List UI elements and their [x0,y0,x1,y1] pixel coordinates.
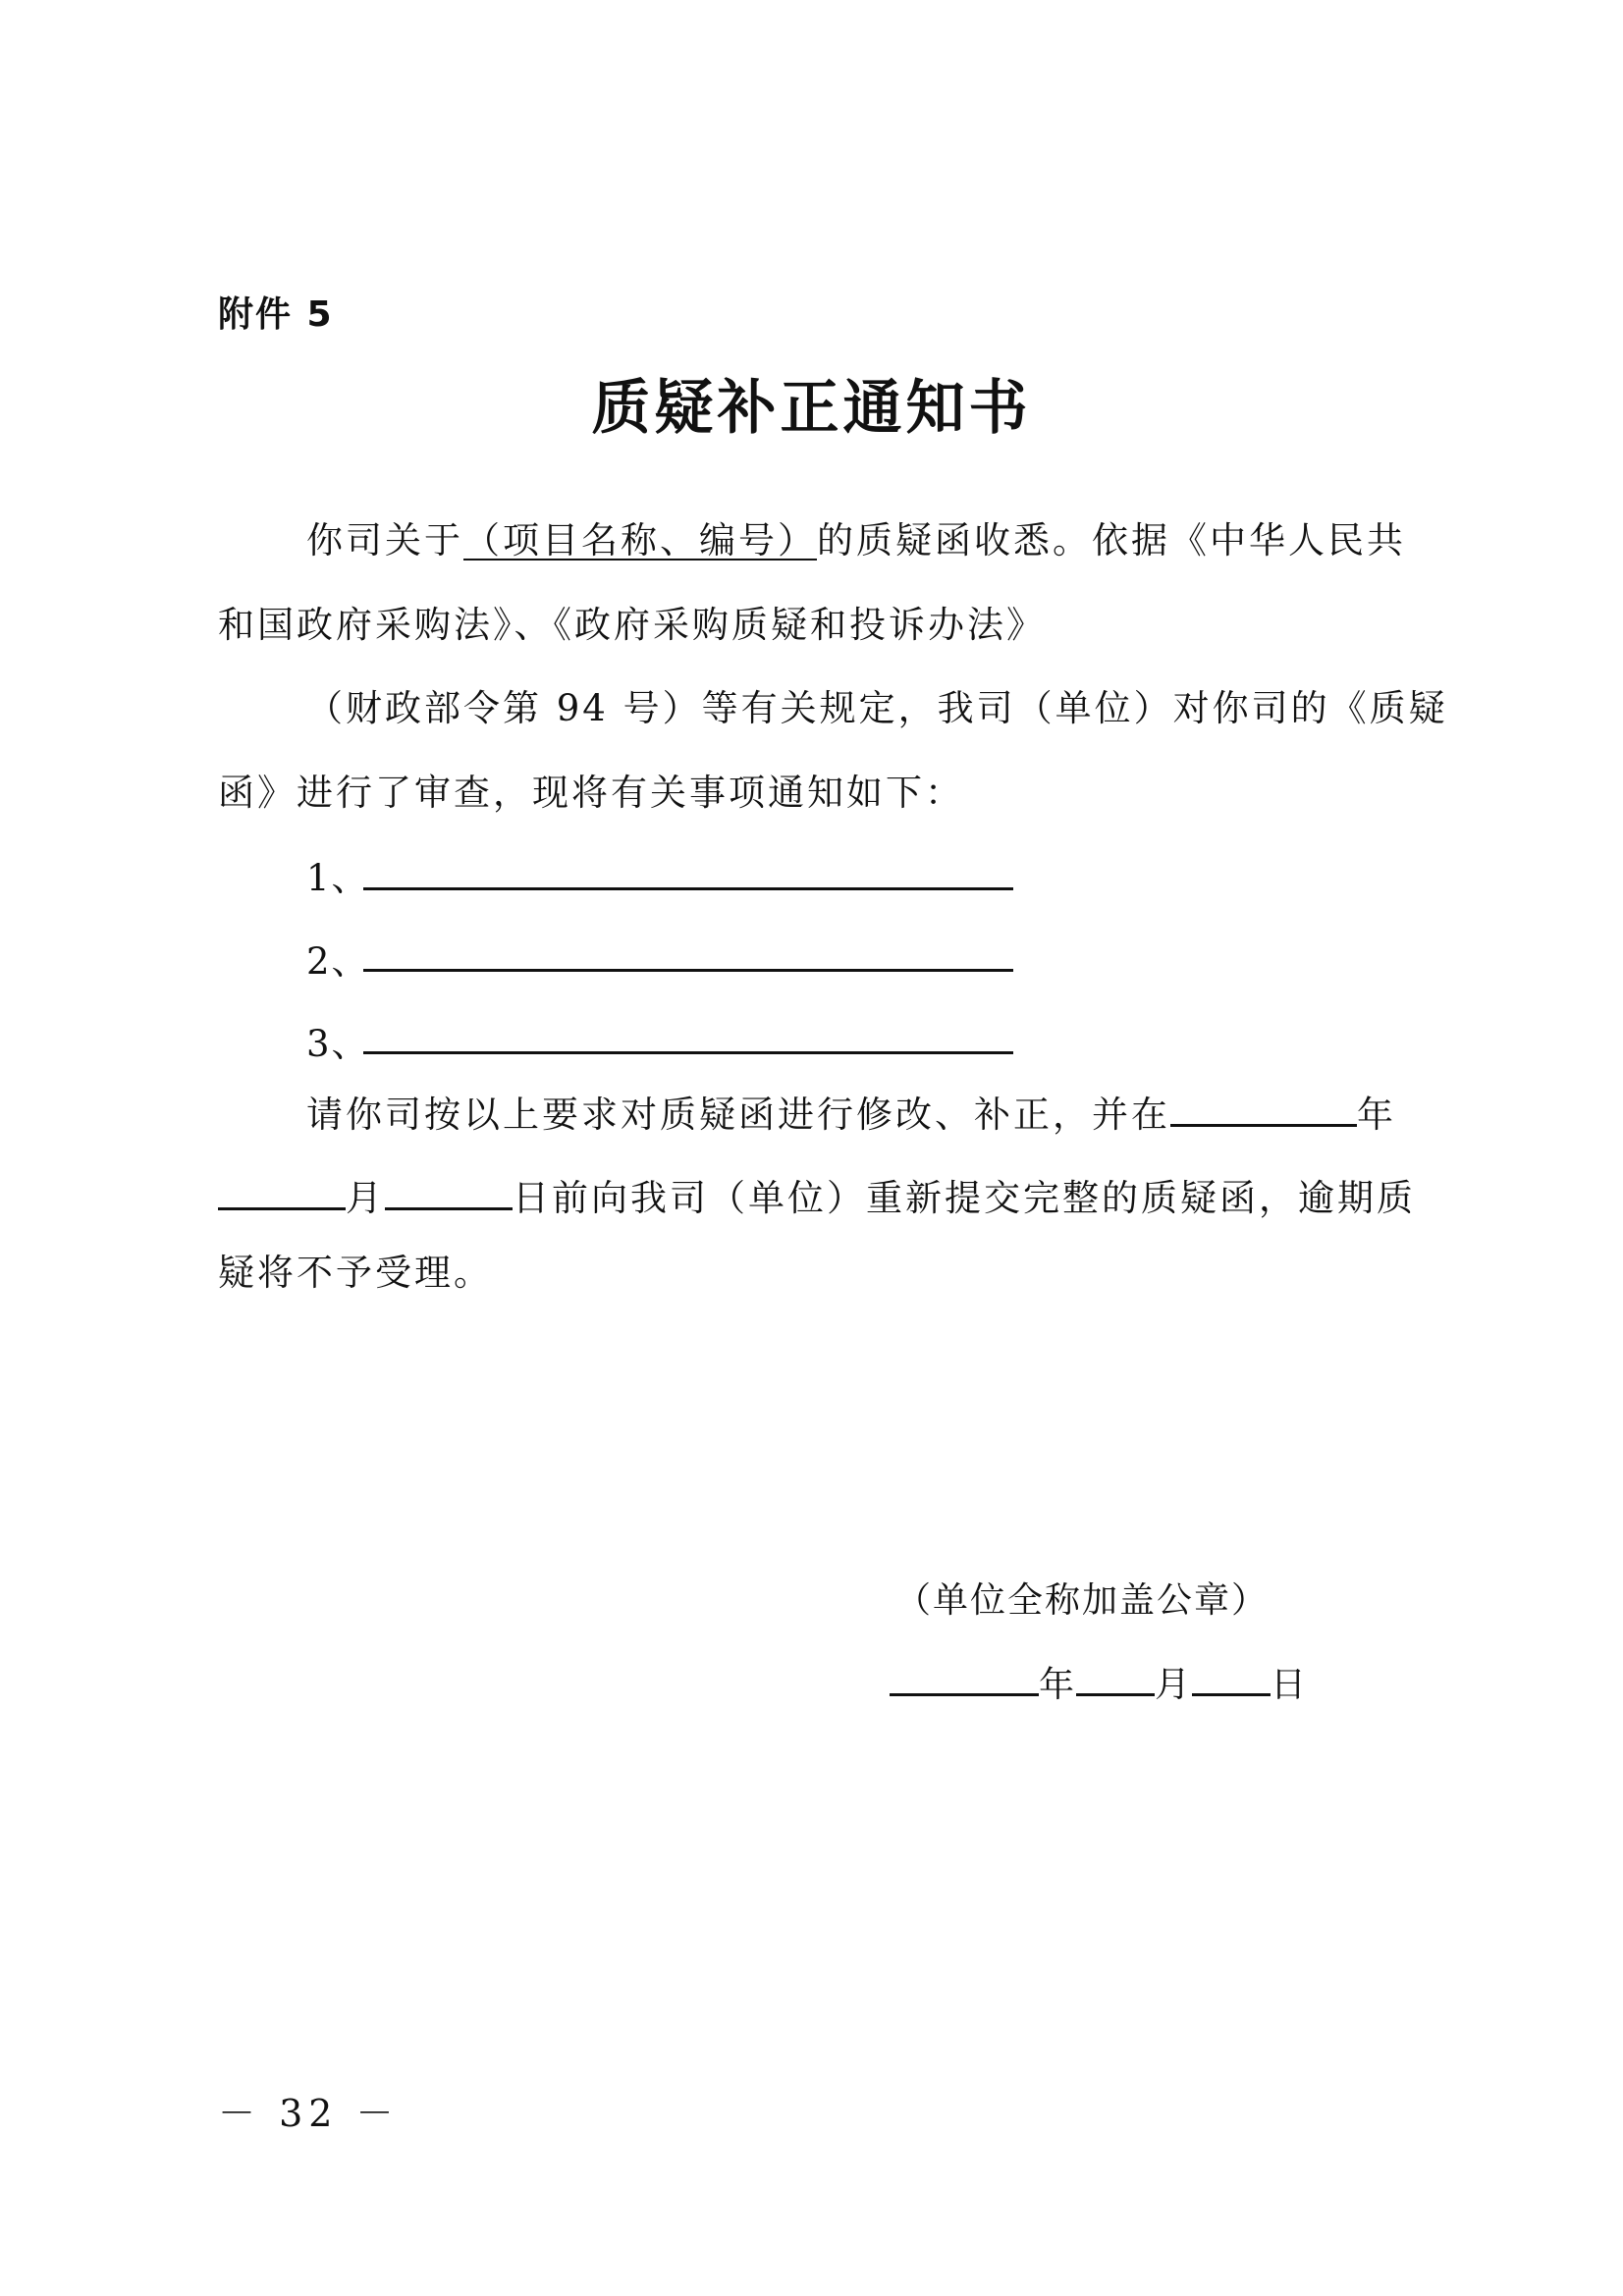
deadline-month-blank [218,1174,346,1210]
item-number-2: 2、 [306,940,370,983]
paragraph-3-line-1 [306,1091,1396,1140]
signature-year-label: 年 [1039,1665,1077,1705]
signature-month-blank [1076,1660,1155,1696]
paragraph-2-line-1: （财政部令第 94 号）等有关规定，我司（单位）对你司的《质疑 [306,687,1448,729]
p1-suffix: 的质疑函收悉。依据《中华人民共 [817,519,1406,561]
paragraph-3-line-2 [218,1174,1416,1223]
signature-year-blank [890,1660,1039,1696]
item-blank-line-1 [363,852,1013,890]
signature-day-label: 日 [1271,1665,1309,1705]
p3-month-label: 月 [346,1177,385,1219]
paragraph-1-line-1 [306,516,1406,565]
signature-date [890,1660,1308,1710]
item-number-1: 1、 [306,857,370,899]
document-title: 质疑补正通知书 [591,374,1032,443]
item-blank-line-2 [363,934,1013,972]
seal-label: （单位全称加盖公章） [895,1580,1270,1621]
deadline-year-blank [1170,1091,1357,1127]
p3-prefix: 请你司按以上要求对质疑函进行修改、补正，并在 [306,1094,1170,1136]
project-name-placeholder: （项目名称、编号） [463,519,817,561]
deadline-day-blank [385,1174,513,1210]
p1-prefix: 你司关于 [306,519,463,561]
attachment-label: 附件 5 [218,294,334,335]
signature-day-blank [1192,1660,1271,1696]
paragraph-2-line-2: 函》进行了审查，现将有关事项通知如下： [218,772,964,814]
paragraph-1-line-2: 和国政府采购法》、《政府采购质疑和投诉办法》 [218,604,1046,646]
p3-line-2-suffix: 日前向我司（单位）重新提交完整的质疑函，逾期质 [513,1177,1416,1219]
item-blank-line-3 [363,1016,1013,1054]
p3-year-label: 年 [1357,1094,1396,1136]
signature-month-label: 月 [1155,1665,1193,1705]
page-number: － 32 － [218,2092,400,2135]
item-number-3: 3、 [306,1023,370,1065]
paragraph-3-line-3: 疑将不予受理。 [218,1252,493,1294]
